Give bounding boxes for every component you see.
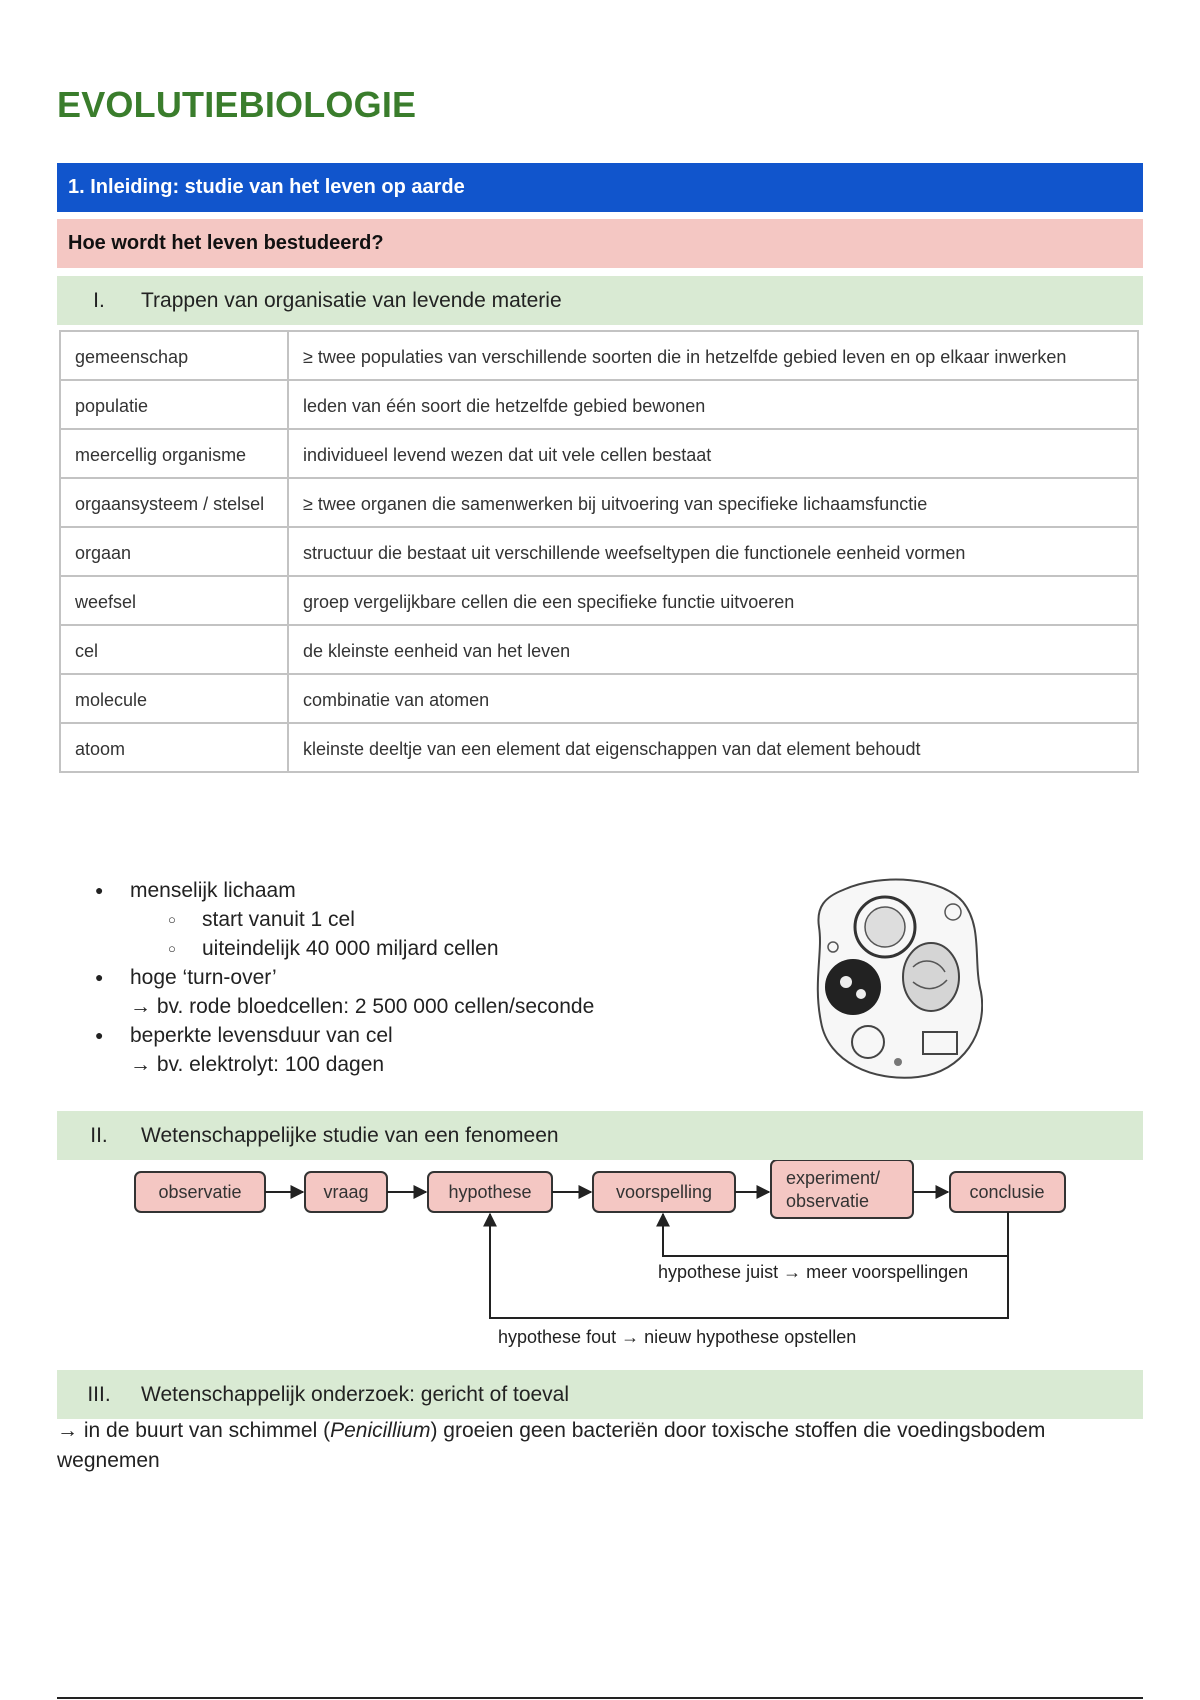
table-row — [60, 576, 1138, 625]
flow-step-label: voorspelling — [615, 1182, 713, 1202]
chapter-heading-text: 1. Inleiding: studie van het leven op aarde — [68, 176, 465, 198]
level-term: atoom — [60, 723, 288, 772]
scientific-method-diagram — [0, 1160, 1200, 1360]
level-definition: combinatie van atomen — [288, 674, 1138, 723]
cell-facts-list — [95, 876, 594, 1079]
species-name: Penicillium — [330, 1419, 431, 1442]
organization-levels-table — [59, 330, 1139, 773]
section-heading-2 — [57, 1111, 1143, 1160]
flow-step-label: conclusie — [969, 1182, 1045, 1202]
question-heading — [57, 219, 1143, 268]
section-title: Wetenschappelijk onderzoek: gericht of toeval — [141, 1382, 570, 1406]
section-title: Trappen van organisatie van levende materie — [141, 288, 562, 312]
list-item: ● beperkte levensduur van cel — [95, 1021, 594, 1050]
flow-step-hypothese — [428, 1172, 552, 1212]
level-definition: ≥ twee populaties van verschillende soorten die in hetzelfde gebied leven en op elkaar inwerken — [288, 331, 1138, 380]
penicillium-paragraph — [57, 1416, 1147, 1476]
level-term: populatie — [60, 380, 288, 429]
list-item-continuation: → bv. rode bloedcellen: 2 500 000 cellen/seconde — [130, 995, 595, 1018]
level-term: molecule — [60, 674, 288, 723]
table-row — [60, 625, 1138, 674]
section-number: I. — [93, 288, 105, 312]
flow-step-experiment — [771, 1160, 913, 1218]
level-definition: groep vergelijkbare cellen die een specifieke functie uitvoeren — [288, 576, 1138, 625]
table-row — [60, 527, 1138, 576]
flow-step-label: hypothese — [448, 1182, 532, 1202]
question-heading-text: Hoe wordt het leven bestudeerd? — [68, 232, 384, 254]
table-row — [60, 331, 1138, 380]
level-definition: structuur die bestaat uit verschillende weefseltypen die functionele eenheid vormen — [288, 527, 1138, 576]
flow-step-vraag — [305, 1172, 387, 1212]
level-term: orgaan — [60, 527, 288, 576]
paragraph-text: → in de buurt van schimmel ( — [57, 1419, 331, 1442]
list-item-continuation: → bv. elektrolyt: 100 dagen — [130, 1053, 385, 1076]
level-definition: individueel levend wezen dat uit vele cellen bestaat — [288, 429, 1138, 478]
level-term: weefsel — [60, 576, 288, 625]
level-term: meercellig organisme — [60, 429, 288, 478]
loop-caption-wrong: hypothese fout → nieuw hypothese opstellen — [498, 1327, 857, 1347]
flow-step-label: experiment/ — [786, 1168, 881, 1188]
section-heading-1 — [57, 276, 1143, 325]
level-term: orgaansysteem / stelsel — [60, 478, 288, 527]
section-number: II. — [90, 1123, 108, 1147]
flow-step-voorspelling — [593, 1172, 735, 1212]
list-item: ● hoge ‘turn-over’ — [95, 963, 594, 992]
level-term: gemeenschap — [60, 331, 288, 380]
list-item: ○ uiteindelijk 40 000 miljard cellen — [95, 934, 594, 963]
loop-caption-correct: hypothese juist → meer voorspellingen — [658, 1262, 969, 1282]
flow-step-label: observatie — [786, 1191, 870, 1211]
table-row — [60, 674, 1138, 723]
flow-step-label: observatie — [158, 1182, 242, 1202]
level-definition: leden van één soort die hetzelfde gebied bewonen — [288, 380, 1138, 429]
table-row — [60, 429, 1138, 478]
level-definition: de kleinste eenheid van het leven — [288, 625, 1138, 674]
level-definition: kleinste deeltje van een element dat eigenschappen van dat element behoudt — [288, 723, 1138, 772]
table-row — [60, 380, 1138, 429]
level-term: cel — [60, 625, 288, 674]
page-title: EVOLUTIEBIOLOGIE — [57, 84, 417, 125]
cell-illustration — [813, 872, 983, 1082]
paragraph-text: ) groeien geen bacteriën door toxische stoffen die voedingsbodem wegnemen — [57, 1419, 1046, 1472]
flow-step-conclusie — [950, 1172, 1065, 1212]
flow-step-label: vraag — [323, 1182, 369, 1202]
table-row — [60, 723, 1138, 772]
section-number: III. — [87, 1382, 111, 1406]
level-definition: ≥ twee organen die samenwerken bij uitvoering van specifieke lichaamsfunctie — [288, 478, 1138, 527]
section-heading-3 — [57, 1370, 1143, 1419]
table-row — [60, 478, 1138, 527]
section-title: Wetenschappelijke studie van een fenomeen — [141, 1123, 559, 1147]
list-item: ○ start vanuit 1 cel — [95, 905, 594, 934]
flow-step-observatie — [135, 1172, 265, 1212]
list-item: ● menselijk lichaam — [95, 876, 594, 905]
footer-divider — [57, 1697, 1143, 1699]
chapter-heading — [57, 163, 1143, 212]
